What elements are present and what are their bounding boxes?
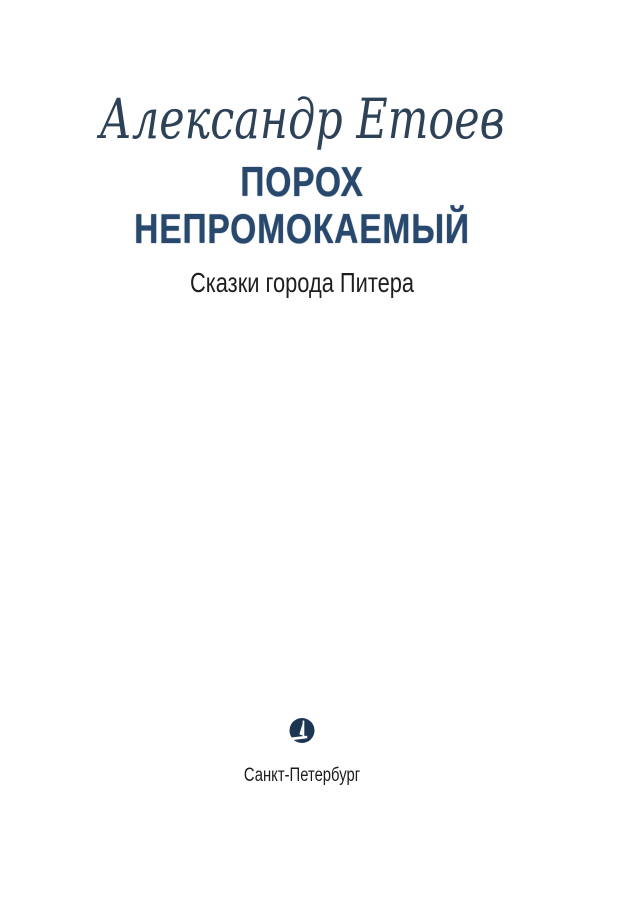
book-title-line-1: ПОРОХ (240, 158, 364, 205)
book-title-line-2: НЕПРОМОКАЕМЫЙ (134, 205, 470, 252)
publication-city: Санкт-Петербург (243, 765, 361, 786)
publisher-sail-logo-icon (287, 715, 317, 747)
book-subtitle: Сказки города Питера (189, 267, 415, 298)
book-author: Александр Етоев (99, 87, 505, 151)
publisher-logo (0, 715, 604, 747)
book-title (60, 158, 543, 252)
